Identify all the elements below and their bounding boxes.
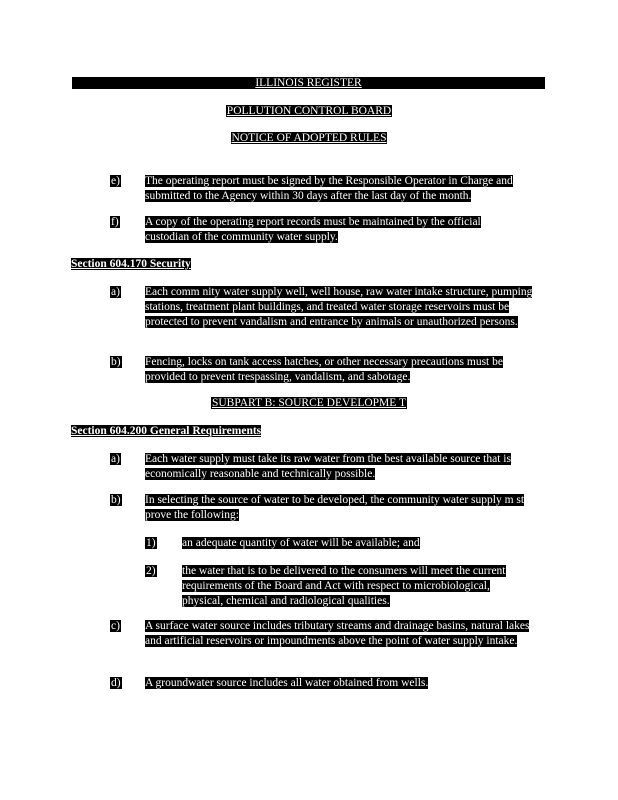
subpart-title: SUBPART B: SOURCE DEVELOPME T xyxy=(211,397,406,409)
subitem-label: 2) xyxy=(146,565,156,577)
item-label: b) xyxy=(111,356,121,368)
paragraph: Each water supply must take its raw water from the best available source that is economically reasonable and technically possible. xyxy=(145,453,511,480)
register-title: ILLINOIS REGISTER xyxy=(255,77,362,89)
paragraph: an adequate quantity of water will be available; and xyxy=(182,537,420,549)
item-label: e) xyxy=(111,175,120,187)
item-label: d) xyxy=(111,677,121,689)
item-label: a) xyxy=(111,286,120,298)
item-label: c) xyxy=(111,620,120,632)
paragraph: A surface water source includes tributary streams and drainage basins, natural lakes and artificial reservoirs or impoundments above the point of water supply intake. xyxy=(145,620,530,647)
board-title: POLLUTION CONTROL BOARD xyxy=(226,105,392,117)
paragraph: In selecting the source of water to be developed, the community water supply m st prove the following: xyxy=(145,494,525,521)
paragraph: A copy of the operating report records must be maintained by the official custodian of the community water supply. xyxy=(145,216,481,243)
section-heading: Section 604.200 General Requirements xyxy=(71,425,262,437)
item-label: f) xyxy=(111,216,119,228)
paragraph: The operating report must be signed by the Responsible Operator in Charge and submitted to the Agency within 30 days after the last day of the month. xyxy=(145,175,513,202)
paragraph: Fencing, locks on tank access hatches, or other necessary precautions must be provided to prevent trespassing, vandalism, and sabotage. xyxy=(145,356,503,383)
subitem-label: 1) xyxy=(146,537,156,549)
register-title-bar xyxy=(72,77,545,89)
paragraph: Each comm nity water supply well, well house, raw water intake structure, pumping stations, treatment plant buildings, and treated water storage reservoirs must be protected to prevent vandalism and entrance by animals or unauthorized persons. xyxy=(145,286,533,328)
paragraph: the water that is to be delivered to the consumers will meet the current requirements of the Board and Act with respect to microbiological, physical, chemical and radiological qualities. xyxy=(182,565,506,607)
notice-title: NOTICE OF ADOPTED RULES xyxy=(231,132,387,144)
paragraph: A groundwater source includes all water obtained from wells. xyxy=(145,677,429,689)
item-label: a) xyxy=(111,453,120,465)
item-label: b) xyxy=(111,494,121,506)
section-heading: Section 604.170 Security xyxy=(71,258,191,270)
